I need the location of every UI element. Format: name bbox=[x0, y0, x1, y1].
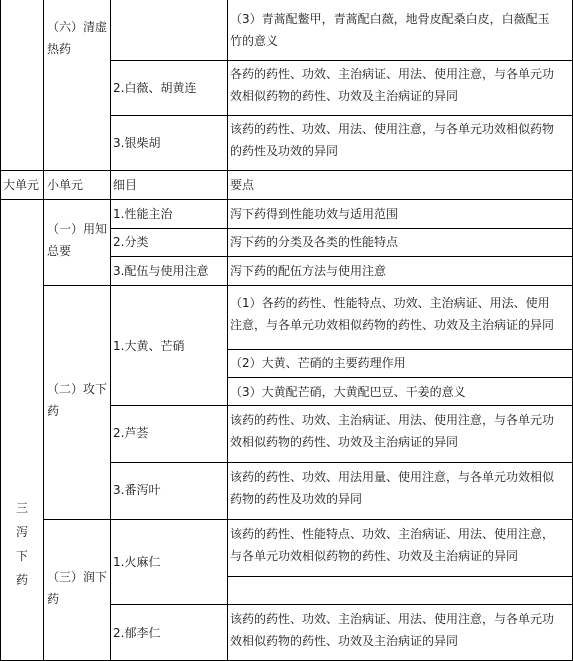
row-divider bbox=[110, 462, 573, 463]
point-cell: 该药的药性、功效、用法、使用注意，与各单元功效相似药物 的药性及功效的异同 bbox=[230, 122, 555, 158]
row-divider bbox=[227, 576, 573, 577]
row-divider bbox=[227, 377, 573, 378]
sub-unit-cell: （一）用知 总要 bbox=[47, 222, 108, 258]
column-divider-3 bbox=[227, 0, 228, 661]
row-divider bbox=[110, 228, 573, 229]
item-cell: 1.大黄、芒硝 bbox=[113, 339, 185, 353]
header-point: 要点 bbox=[230, 178, 255, 192]
item-cell: 3.配伍与使用注意 bbox=[113, 264, 209, 278]
point-cell: 泻下药的分类及各类的性能特点 bbox=[230, 235, 399, 249]
item-cell: 2.芦荟 bbox=[113, 426, 149, 440]
row-divider bbox=[110, 256, 573, 257]
item-cell: 3.银柴胡 bbox=[113, 136, 161, 150]
group-divider bbox=[43, 285, 573, 286]
column-divider-2 bbox=[110, 0, 111, 661]
item-cell: 1.火麻仁 bbox=[113, 555, 161, 569]
item-cell: 2.分类 bbox=[113, 235, 149, 249]
header-item: 细目 bbox=[113, 178, 138, 192]
point-cell: （2）大黄、芒硝的主要药理作用 bbox=[230, 356, 406, 370]
point-cell: 该药的药性、功效、用法用量、使用注意，与各单元功效相似 药物的药性及功效的异同 bbox=[230, 470, 555, 506]
header-top-border bbox=[0, 170, 573, 171]
item-cell: 2.郁李仁 bbox=[113, 626, 161, 640]
sub-unit-cell: （二）攻下 药 bbox=[47, 382, 108, 418]
column-divider-1 bbox=[43, 0, 44, 661]
point-cell: 该药的药性、功效、主治病证、用法、使用注意，与各单元功 效相似药物的药性、功效及主治病证的异同 bbox=[230, 413, 555, 449]
point-cell: 该药的药性、功效、主治病证、用法、使用注意，与各单元功 效相似药物的药性、功效及主治病证的异同 bbox=[230, 612, 555, 648]
sub-unit-cell: （三）润下 药 bbox=[47, 570, 108, 606]
group-divider bbox=[43, 519, 573, 520]
row-divider bbox=[110, 115, 573, 116]
item-cell: 1.性能主治 bbox=[113, 207, 173, 221]
point-cell: （1）各药的药性、性能特点、功效、主治病证、用法、使用 注意，与各单元功效相似药物的药性、功效及主治病证的异同 bbox=[230, 296, 555, 332]
point-cell: 该药的药性、性能特点、功效、主治病证、用法、使用注意， 与各单元功效相似药物的药性、功效及主治病证的异同 bbox=[230, 527, 555, 563]
header-sub-unit: 小单元 bbox=[47, 178, 84, 192]
row-divider bbox=[227, 349, 573, 350]
point-cell: （3）大黄配芒硝，大黄配巴豆、干姜的意义 bbox=[230, 385, 466, 399]
point-cell: 各药的药性、功效、主治病证、用法、使用注意，与各单元功 效相似药物的药性、功效及主治病证的异同 bbox=[230, 67, 555, 103]
sub-unit-cell: （六）清虚 热药 bbox=[47, 20, 108, 56]
row-divider bbox=[110, 604, 573, 605]
point-cell: 泻下药得到性能功效与适用范围 bbox=[230, 207, 399, 221]
row-divider bbox=[110, 405, 573, 406]
point-cell: 泻下药的配伍方法与使用注意 bbox=[230, 264, 387, 278]
header-bottom-border bbox=[0, 199, 573, 200]
header-unit: 大单元 bbox=[3, 178, 40, 192]
point-cell: （3）青蒿配鳖甲，青蒿配白薇，地骨皮配桑白皮，白薇配玉 竹的意义 bbox=[230, 12, 550, 48]
table-border-left bbox=[0, 0, 1, 661]
item-cell: 3.番泻叶 bbox=[113, 483, 161, 497]
unit-title: 三 泻 下 药 bbox=[15, 501, 28, 587]
item-cell: 2.白薇、胡黄连 bbox=[113, 81, 197, 95]
row-divider bbox=[110, 60, 573, 61]
